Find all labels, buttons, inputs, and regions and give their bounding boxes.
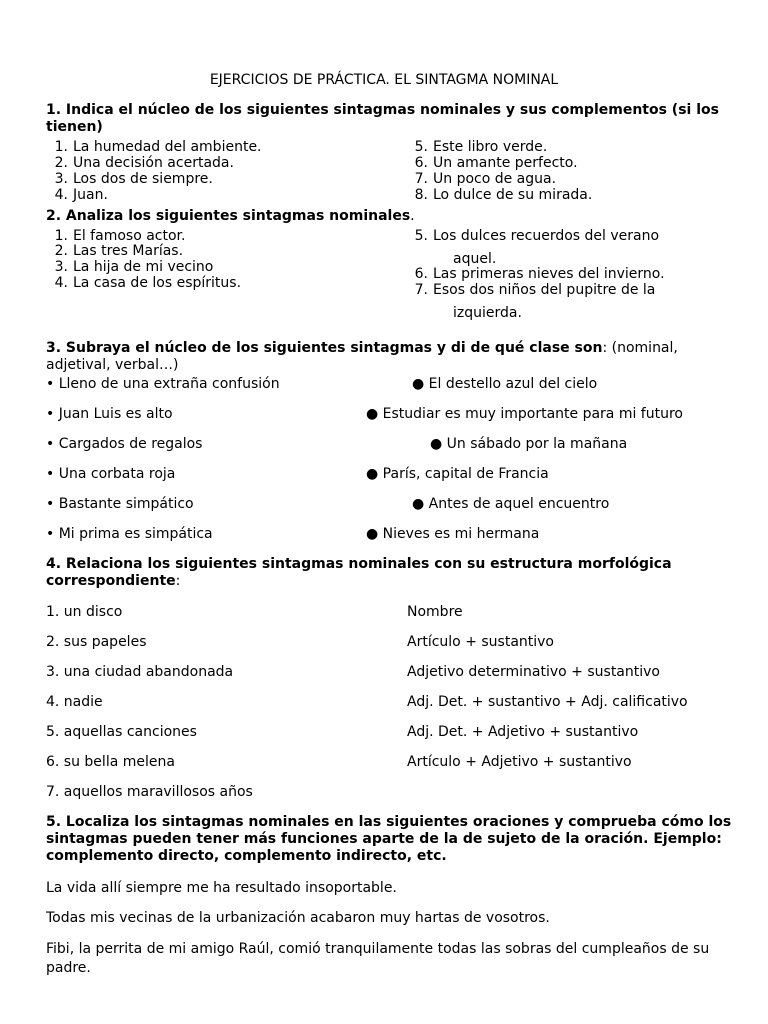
list-item: 3. Los dos de siempre. (54, 171, 213, 187)
sentence: Fibi, la perrita de mi amigo Raúl, comió tranquilamente todas las sobras del cumpleaños de su padre. (46, 941, 710, 976)
match-item-right: Artículo + Adjetivo + sustantivo (407, 754, 632, 770)
list-item: 1. El famoso actor. (54, 228, 186, 244)
list-item: 4. La casa de los espíritus. (54, 275, 242, 291)
page-title: EJERCICIOS DE PRÁCTICA. EL SINTAGMA NOMINAL (209, 72, 559, 88)
bullet-item: ● París, capital de Francia (366, 466, 549, 482)
bullet-item: ● Estudiar es muy importante para mi futuro (366, 406, 683, 422)
match-item-right: Nombre (407, 604, 463, 620)
match-item-left: 2. sus papeles (46, 634, 147, 650)
exercise-5-heading: 5. Localiza los sintagmas nominales en las siguientes oraciones y comprueba cómo los sintagmas pueden tener más funciones aparte de la de sujeto de la oración. Ejemplo: complemento directo, complemento indirecto, etc. (46, 814, 732, 864)
list-item: 6. Las primeras nieves del invierno. (414, 266, 665, 282)
list-item: 5. Los dulces recuerdos del verano (414, 228, 660, 244)
list-item: 7. Esos dos niños del pupitre de la (414, 282, 656, 298)
list-item: 6. Un amante perfecto. (414, 155, 578, 171)
bullet-item: • Bastante simpático (46, 496, 194, 512)
exercise-4-heading: 4. Relaciona los siguientes sintagmas nominales con su estructura morfológica correspondiente: (46, 556, 672, 589)
match-item-right: Adjetivo determinativo + sustantivo (407, 664, 660, 680)
exercise-2-heading: 2. Analiza los siguientes sintagmas nominales. (46, 208, 415, 224)
match-item-right: Adj. Det. + Adjetivo + sustantivo (407, 724, 639, 740)
match-item-left: 6. su bella melena (46, 754, 175, 770)
match-item-left: 1. un disco (46, 604, 123, 620)
bullet-item: ● El destello azul del cielo (412, 376, 598, 392)
list-item: 1. La humedad del ambiente. (54, 139, 262, 155)
match-item-right: Adj. Det. + sustantivo + Adj. calificativo (407, 694, 688, 710)
match-item-left: 7. aquellos maravillosos años (46, 784, 253, 800)
list-item: 7. Un poco de agua. (414, 171, 557, 187)
list-item: 2. Las tres Marías. (54, 243, 184, 259)
list-item: 3. La hija de mi vecino (54, 259, 214, 275)
list-item: 8. Lo dulce de su mirada. (414, 187, 593, 203)
bullet-item: ● Antes de aquel encuentro (412, 496, 610, 512)
list-item: 4. Juan. (54, 187, 108, 203)
bullet-item: ● Nieves es mi hermana (366, 526, 540, 542)
bullet-item: • Una corbata roja (46, 466, 176, 482)
bullet-item: • Lleno de una extraña confusión (46, 376, 280, 392)
exercise-1-heading: 1. Indica el núcleo de los siguientes sintagmas nominales y sus complementos (si los tienen) (46, 102, 719, 135)
list-item: 5. Este libro verde. (414, 139, 548, 155)
match-item-right: Artículo + sustantivo (407, 634, 554, 650)
match-item-left: 3. una ciudad abandonada (46, 664, 234, 680)
sentence: La vida allí siempre me ha resultado insoportable. (46, 880, 397, 896)
sentence: Todas mis vecinas de la urbanización acabaron muy hartas de vosotros. (46, 910, 550, 926)
exercise-3-heading: 3. Subraya el núcleo de los siguientes sintagmas y di de qué clase son: (nominal, adjetival, verbal…) (46, 340, 678, 373)
match-item-left: 4. nadie (46, 694, 103, 710)
bullet-item: • Cargados de regalos (46, 436, 203, 452)
bullet-item: • Juan Luis es alto (46, 406, 173, 422)
list-item-continuation: aquel. (453, 251, 497, 267)
bullet-item: ● Un sábado por la mañana (430, 436, 628, 452)
match-item-left: 5. aquellas canciones (46, 724, 197, 740)
list-item: 2. Una decisión acertada. (54, 155, 234, 171)
list-item-continuation: izquierda. (453, 305, 522, 321)
bullet-item: • Mi prima es simpática (46, 526, 213, 542)
